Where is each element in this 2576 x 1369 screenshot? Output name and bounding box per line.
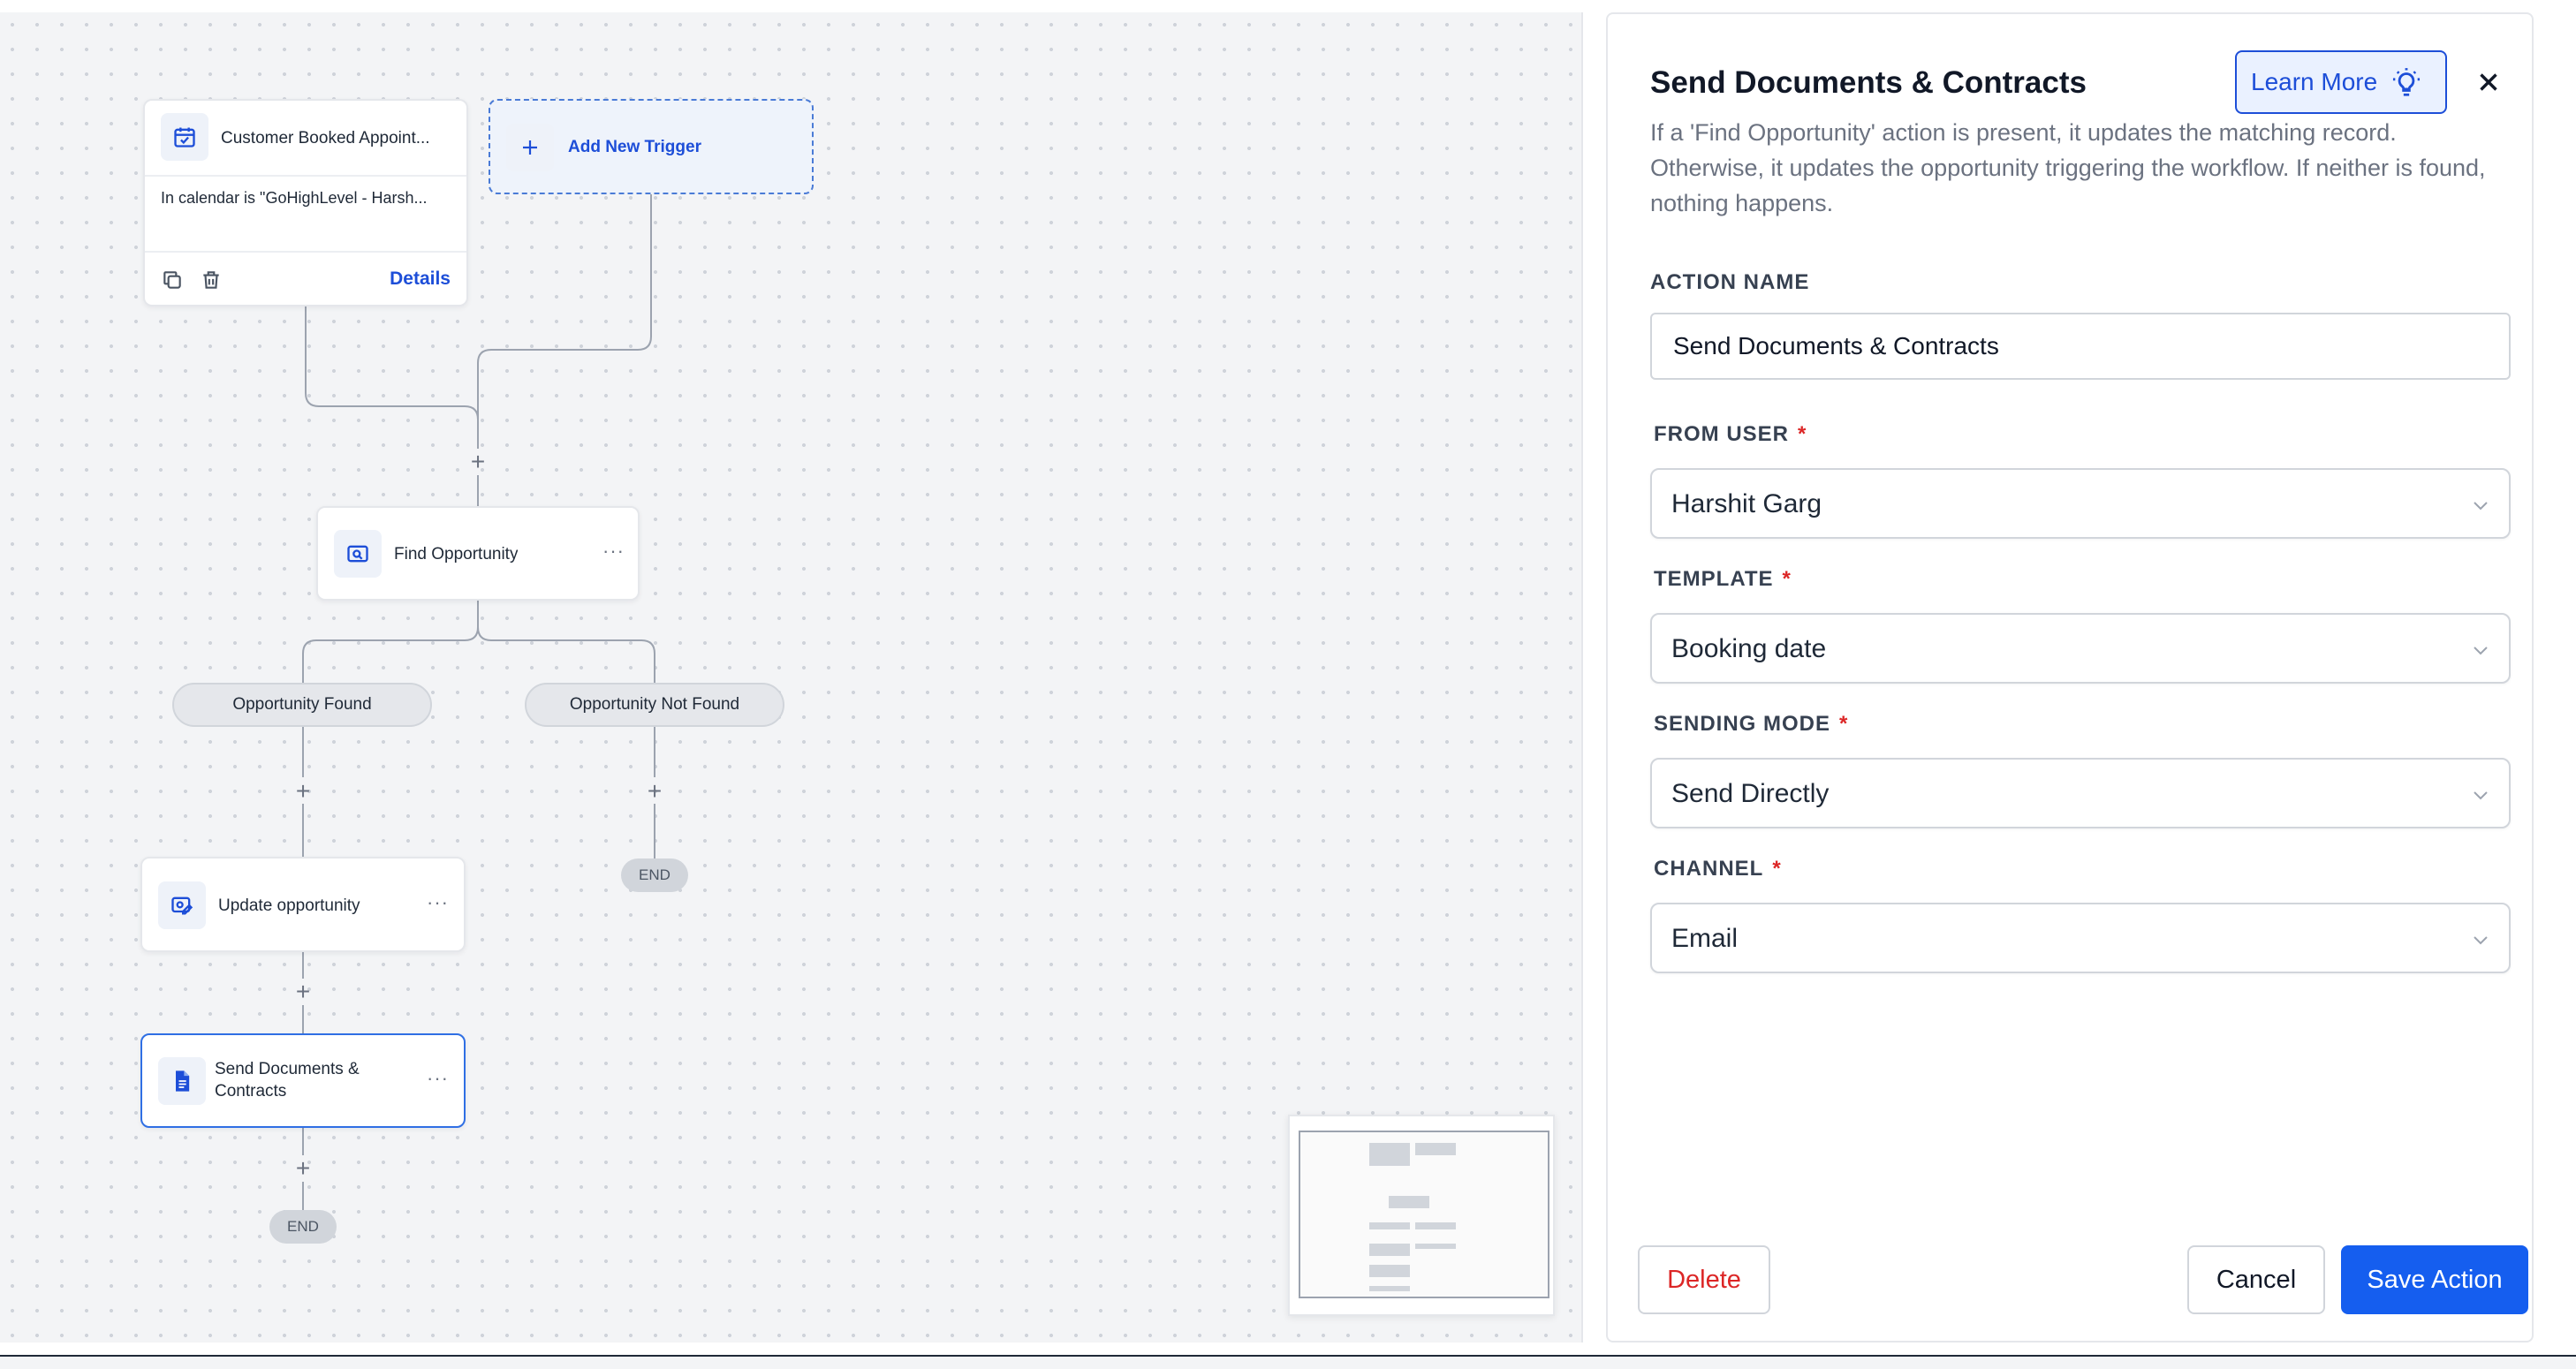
- add-new-trigger-label: Add New Trigger: [568, 138, 701, 156]
- add-step-plus-icon[interactable]: +: [647, 777, 663, 805]
- chevron-down-icon: [2470, 639, 2491, 661]
- add-step-plus-icon[interactable]: +: [295, 1154, 311, 1182]
- send-documents-title-line2: Contracts: [215, 1082, 287, 1100]
- panel-description: If a 'Find Opportunity' action is present, it updates the matching record. Otherwise, it updates the opportunity triggering the workflow. If neither is found, nothing happens.: [1650, 119, 2486, 216]
- close-icon[interactable]: [2474, 67, 2504, 97]
- branch-opportunity-found[interactable]: Opportunity Found: [172, 683, 432, 727]
- channel-value: Email: [1671, 924, 1739, 953]
- trigger-details-link[interactable]: Details: [390, 269, 451, 289]
- copy-icon[interactable]: [161, 269, 184, 291]
- branch-opportunity-not-found[interactable]: Opportunity Not Found: [525, 683, 784, 727]
- plus-icon: [506, 124, 554, 171]
- learn-more-label: Learn More: [2251, 68, 2378, 95]
- sending-mode-label: [1654, 712, 1848, 737]
- chevron-down-icon: [2470, 784, 2491, 806]
- more-options-icon[interactable]: ···: [427, 1067, 449, 1089]
- more-options-icon[interactable]: ···: [602, 540, 625, 562]
- divider: [145, 251, 466, 253]
- chevron-down-icon: [2470, 495, 2491, 516]
- channel-label: [1654, 857, 1782, 881]
- trigger-description: In calendar is "GoHighLevel - Harsh...: [161, 189, 428, 207]
- template-value: Booking date: [1671, 634, 1827, 663]
- trigger-card[interactable]: [143, 99, 468, 306]
- end-marker: END: [621, 858, 688, 892]
- sending-mode-select[interactable]: [1650, 758, 2511, 828]
- sending-mode-value: Send Directly: [1671, 779, 1830, 808]
- template-select[interactable]: [1650, 613, 2511, 684]
- template-label-text: TEMPLATE: [1654, 567, 1774, 591]
- from-user-label-text: FROM USER: [1654, 422, 1789, 446]
- required-marker: *: [1772, 857, 1782, 881]
- trash-icon[interactable]: [200, 269, 223, 291]
- chevron-down-icon: [2470, 929, 2491, 950]
- calendar-icon: [161, 113, 208, 161]
- minimap-viewport[interactable]: [1299, 1131, 1549, 1298]
- required-marker: *: [1782, 567, 1792, 591]
- end-marker: END: [269, 1210, 337, 1244]
- learn-more-button[interactable]: [2235, 50, 2447, 114]
- find-opportunity-node[interactable]: [316, 506, 640, 601]
- save-action-button[interactable]: Save Action: [2341, 1245, 2528, 1314]
- from-user-label: [1654, 422, 1807, 447]
- search-document-icon: [334, 530, 382, 578]
- more-options-icon[interactable]: ···: [427, 891, 449, 913]
- add-new-trigger-button[interactable]: [489, 99, 814, 194]
- update-opportunity-node[interactable]: [140, 857, 466, 952]
- template-label: [1654, 567, 1792, 592]
- channel-select[interactable]: [1650, 903, 2511, 973]
- required-marker: *: [1798, 422, 1807, 446]
- cancel-button[interactable]: Cancel: [2187, 1245, 2325, 1314]
- trigger-title: Customer Booked Appoint...: [221, 129, 430, 147]
- delete-button[interactable]: Delete: [1638, 1245, 1770, 1314]
- document-icon: [158, 1057, 206, 1105]
- find-opportunity-title: Find Opportunity: [394, 545, 519, 563]
- divider: [145, 175, 466, 177]
- edit-record-icon: [158, 881, 206, 929]
- update-opportunity-title: Update opportunity: [218, 896, 360, 915]
- from-user-value: Harshit Garg: [1671, 489, 1822, 518]
- action-name-input[interactable]: [1650, 313, 2511, 380]
- panel-title: Send Documents & Contracts: [1650, 65, 2087, 100]
- required-marker: *: [1839, 712, 1849, 736]
- sending-mode-label-text: SENDING MODE: [1654, 712, 1831, 736]
- from-user-select[interactable]: [1650, 468, 2511, 539]
- action-name-label: ACTION NAME: [1650, 270, 1810, 294]
- add-step-plus-icon[interactable]: +: [295, 978, 311, 1005]
- add-step-plus-icon[interactable]: +: [470, 448, 486, 475]
- lightbulb-icon: [2390, 65, 2423, 99]
- minimap[interactable]: [1288, 1115, 1555, 1316]
- bottom-edge: [0, 1355, 2576, 1369]
- channel-label-text: CHANNEL: [1654, 857, 1764, 881]
- send-documents-node[interactable]: [140, 1033, 466, 1128]
- add-step-plus-icon[interactable]: +: [295, 777, 311, 805]
- action-settings-panel: [1606, 12, 2534, 1343]
- send-documents-title-line1: Send Documents &: [215, 1060, 360, 1078]
